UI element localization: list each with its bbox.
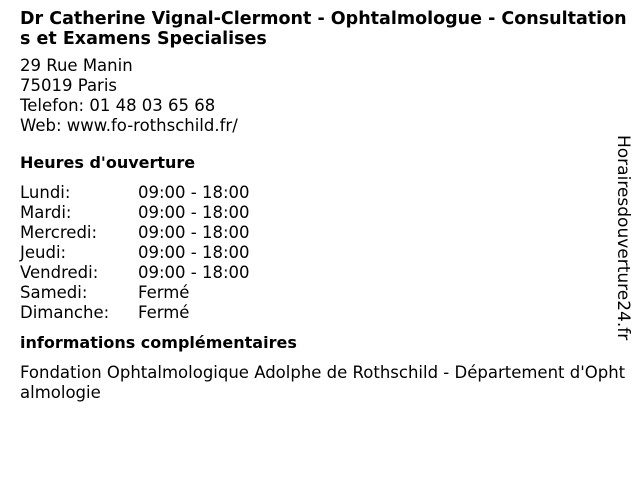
hours-row <box>20 303 630 323</box>
additional-info-text: Fondation Ophtalmologique Adolphe de Rothschild - Département d'Ophtalmologie <box>20 363 626 402</box>
hours-day: Mercredi: <box>20 223 98 242</box>
phone-number: Telefon: 01 48 03 65 68 <box>20 96 216 115</box>
hours-row <box>20 223 630 243</box>
opening-hours-table <box>20 183 630 323</box>
additional-info-heading: informations complémentaires <box>20 333 297 352</box>
hours-row <box>20 263 630 283</box>
hours-time: 09:00 - 18:00 <box>138 203 250 222</box>
postal-city: 75019 Paris <box>20 76 118 95</box>
address-block <box>20 56 630 136</box>
hours-day: Mardi: <box>20 203 72 222</box>
hours-row <box>20 203 630 223</box>
hours-day: Dimanche: <box>20 303 110 322</box>
hours-time: Fermé <box>138 303 190 322</box>
hours-row <box>20 183 630 203</box>
hours-row <box>20 283 630 303</box>
hours-time: 09:00 - 18:00 <box>138 263 250 282</box>
hours-time: 09:00 - 18:00 <box>138 183 250 202</box>
site-brand-watermark: Horairesdouverture24.fr <box>613 135 633 341</box>
hours-row <box>20 243 630 263</box>
hours-day: Lundi: <box>20 183 71 202</box>
hours-time: Fermé <box>138 283 190 302</box>
street-address: 29 Rue Manin <box>20 56 133 75</box>
hours-day: Jeudi: <box>20 243 67 262</box>
business-title: Dr Catherine Vignal-Clermont - Ophtalmologue - Consultations et Examens Specialises <box>20 9 627 49</box>
business-card <box>20 9 630 403</box>
website-line: Web: www.fo-rothschild.fr/ <box>20 116 238 135</box>
hours-time: 09:00 - 18:00 <box>138 243 250 262</box>
hours-day: Samedi: <box>20 283 88 302</box>
hours-time: 09:00 - 18:00 <box>138 223 250 242</box>
hours-day: Vendredi: <box>20 263 99 282</box>
opening-hours-heading: Heures d'ouverture <box>20 153 196 172</box>
